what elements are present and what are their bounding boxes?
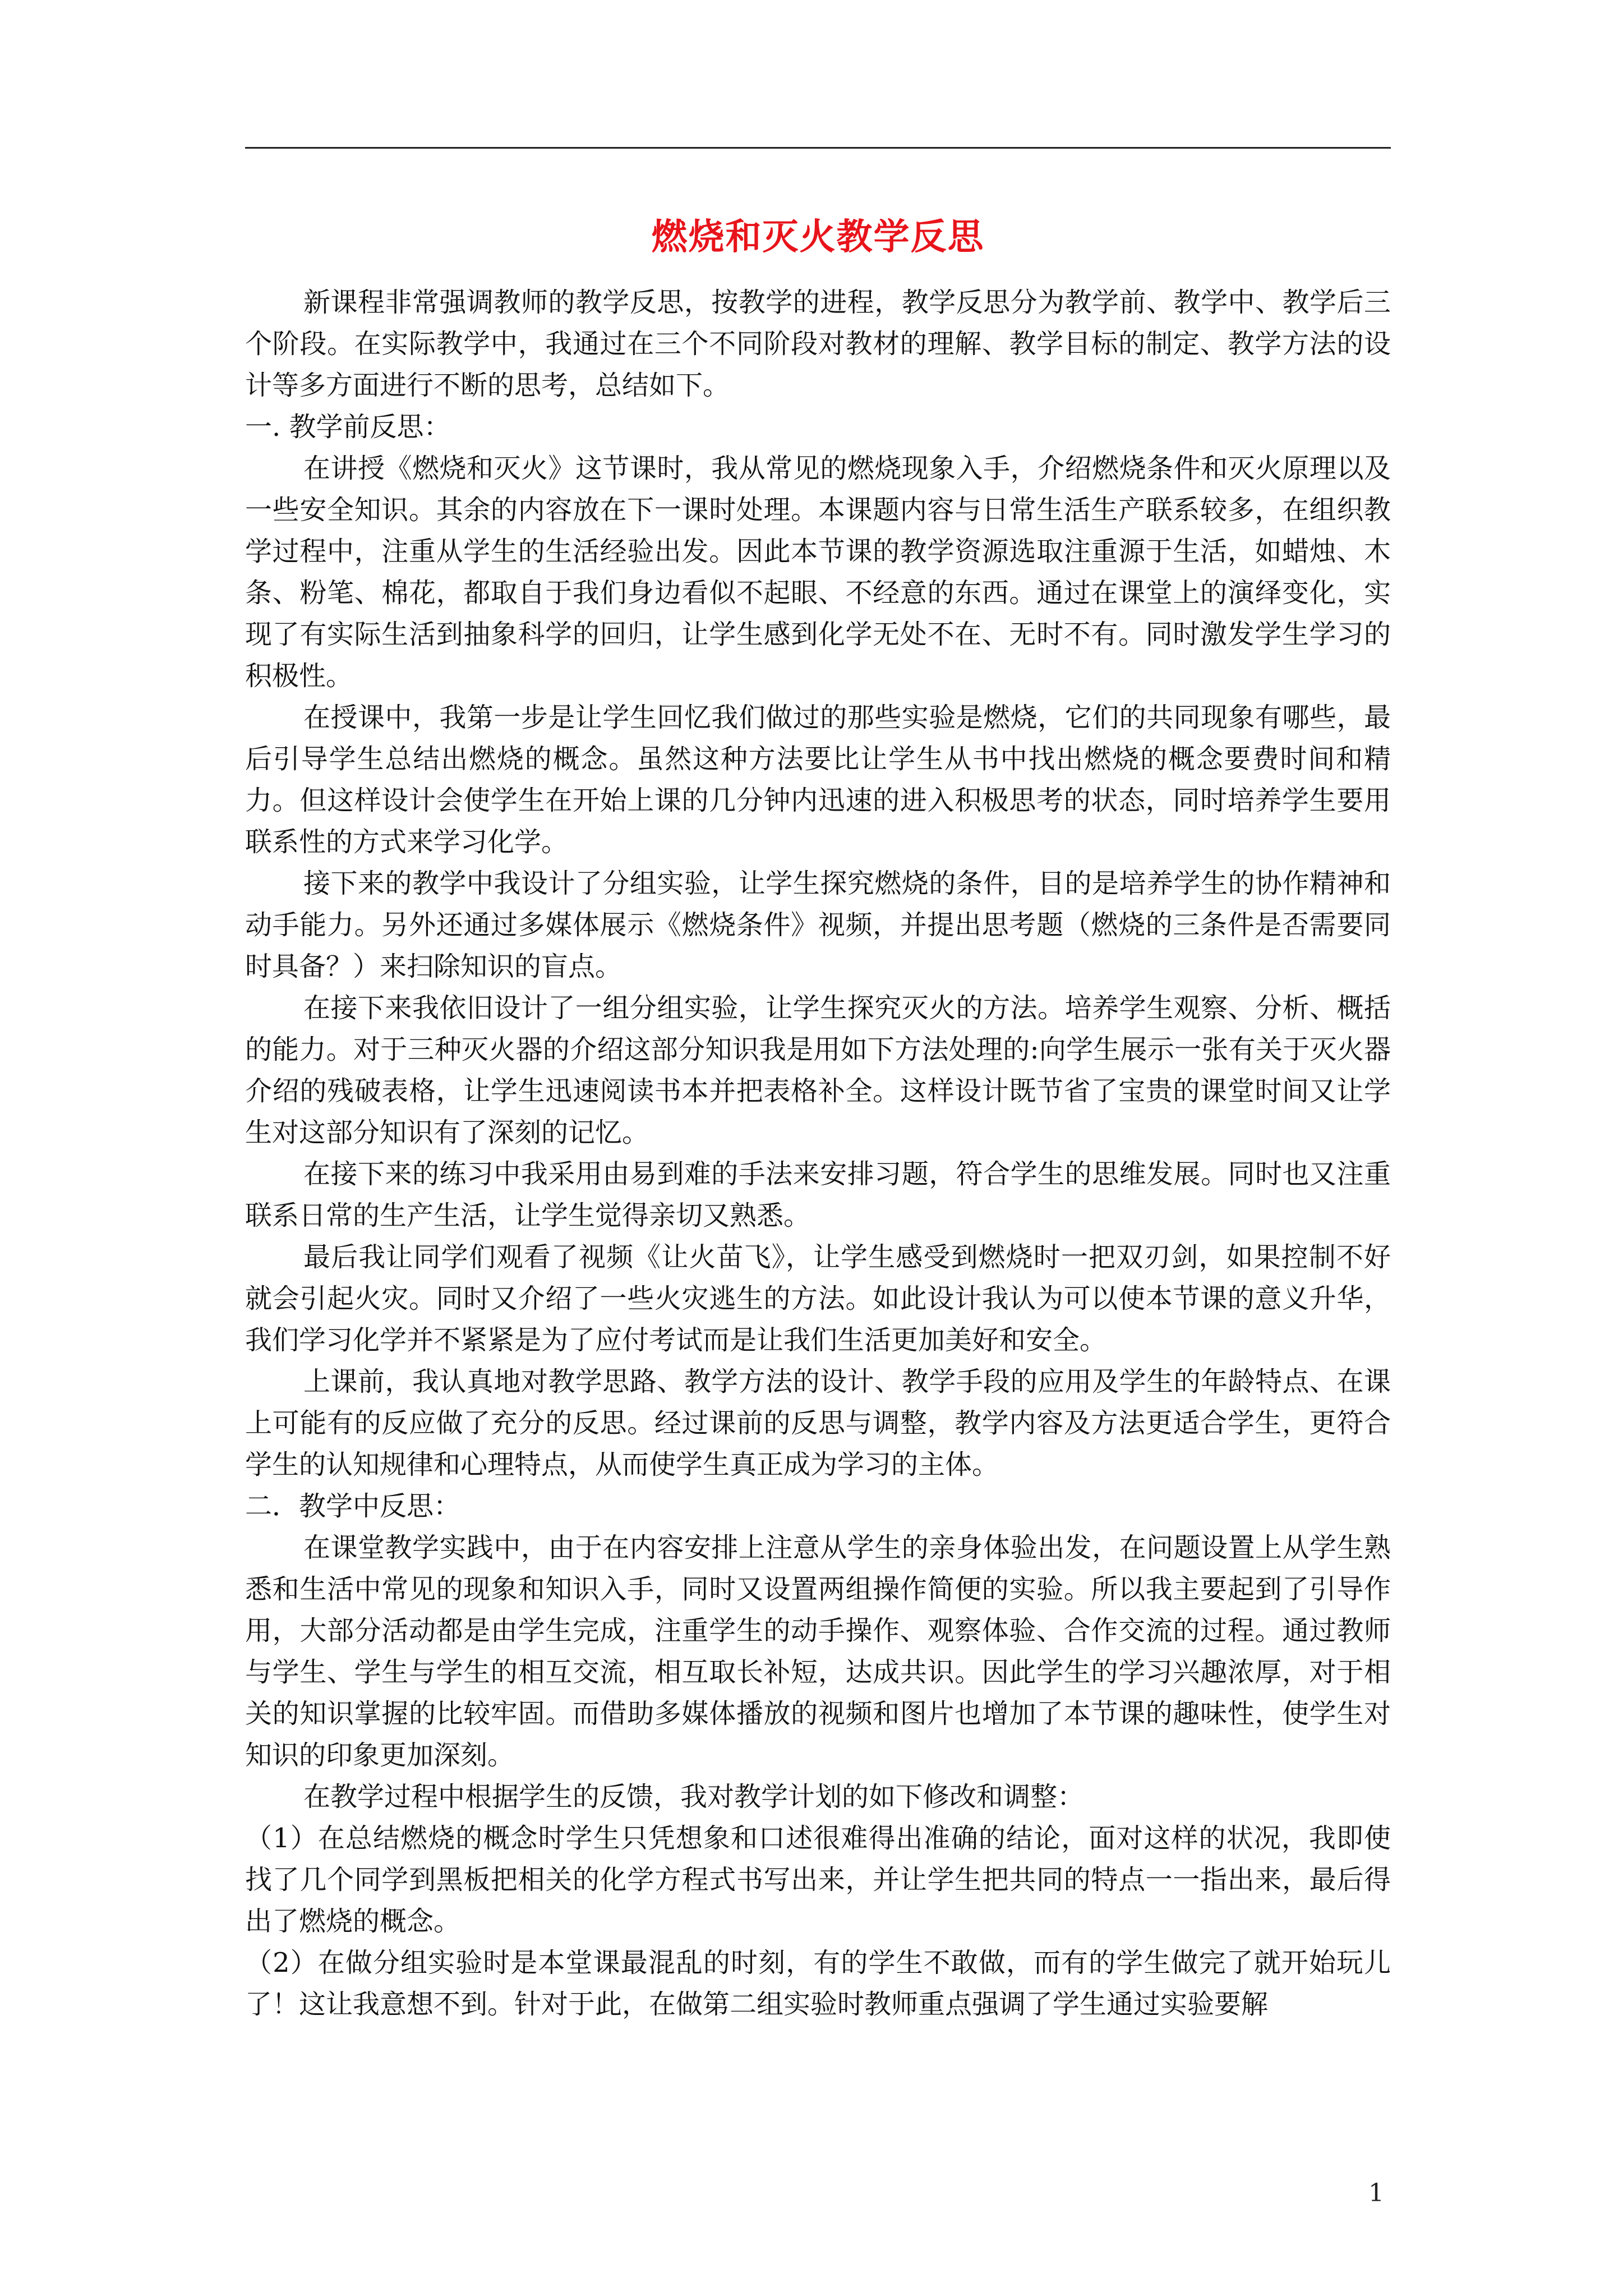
- body-paragraph: 在课堂教学实践中，由于在内容安排上注意从学生的亲身体验出发，在问题设置上从学生熟悉和生活中常见的现象和知识入手，同时又设置两组操作简便的实验。所以我主要起到了引导作用，大部分活动都是由学生完成，注重学生的动手操作、观察体验、合作交流的过程。通过教师与学生、学生与学生的相互交流，相互取长补短，达成共识。因此学生的学习兴趣浓厚，对于相关的知识掌握的比较牢固。而借助多媒体播放的视频和图片也增加了本节课的趣味性，使学生对知识的印象更加深刻。: [245, 1532, 1391, 1771]
- body-paragraph: 在授课中，我第一步是让学生回忆我们做过的那些实验是燃烧，它们的共同现象有哪些，最后引导学生总结出燃烧的概念。虽然这种方法要比让学生从书中找出燃烧的概念要费时间和精力。但这样设计会使学生在开始上课的几分钟内迅速的进入积极思考的状态，同时培养学生要用联系性的方式来学习化学。: [245, 702, 1391, 858]
- page-number: 1: [1368, 2179, 1384, 2207]
- numbered-item-2: （2）在做分组实验时是本堂课最混乱的时刻，有的学生不敢做，而有的学生做完了就开始玩儿了！这让我意想不到。针对于此，在做第二组实验时教师重点强调了学生通过实验要解: [245, 1947, 1391, 2020]
- intro-paragraph: 新课程非常强调教师的教学反思，按教学的进程，教学反思分为教学前、教学中、教学后三个阶段。在实际教学中，我通过在三个不同阶段对教材的理解、教学目标的制定、教学方法的设计等多方面进行不断的思考，总结如下。: [245, 287, 1391, 401]
- body-paragraph: 在教学过程中根据学生的反馈，我对教学计划的如下修改和调整：: [303, 1781, 1085, 1812]
- section-heading-in-teaching: 二．教学中反思：: [245, 1490, 461, 1522]
- document-body: [245, 282, 1391, 2025]
- body-paragraph: 接下来的教学中我设计了分组实验，让学生探究燃烧的条件，目的是培养学生的协作精神和动手能力。另外还通过多媒体展示《燃烧条件》视频，并提出思考题（燃烧的三条件是否需要同时具备？）来扫除知识的盲点。: [245, 868, 1391, 982]
- header-rule: [245, 147, 1391, 149]
- numbered-item-1: （1）在总结燃烧的概念时学生只凭想象和口述很难得出准确的结论，面对这样的状况，我即使找了几个同学到黑板把相关的化学方程式书写出来，并让学生把共同的特点一一指出来，最后得出了燃烧的概念。: [245, 1823, 1391, 1937]
- document-title: 燃烧和灭火教学反思: [651, 216, 985, 258]
- body-paragraph: 在接下来的练习中我采用由易到难的手法来安排习题，符合学生的思维发展。同时也又注重联系日常的生产生活，让学生觉得亲切又熟悉。: [245, 1158, 1391, 1231]
- body-paragraph: 上课前，我认真地对教学思路、教学方法的设计、教学手段的应用及学生的年龄特点、在课上可能有的反应做了充分的反思。经过课前的反思与调整，教学内容及方法更适合学生，更符合学生的认知规律和心理特点，从而使学生真正成为学习的主体。: [245, 1366, 1391, 1480]
- body-paragraph: 在讲授《燃烧和灭火》这节课时，我从常见的燃烧现象入手，介绍燃烧条件和灭火原理以及一些安全知识。其余的内容放在下一课时处理。本课题内容与日常生活生产联系较多，在组织教学过程中，注重从学生的生活经验出发。因此本节课的教学资源选取注重源于生活，如蜡烛、木条、粉笔、棉花，都取自于我们身边看似不起眼、不经意的东西。通过在课堂上的演绎变化，实现了有实际生活到抽象科学的回归，让学生感到化学无处不在、无时不有。同时激发学生学习的积极性。: [245, 453, 1391, 692]
- body-paragraph: 在接下来我依旧设计了一组分组实验，让学生探究灭火的方法。培养学生观察、分析、概括的能力。对于三种灭火器的介绍这部分知识我是用如下方法处理的:向学生展示一张有关于灭火器介绍的残破表格，让学生迅速阅读书本并把表格补全。这样设计既节省了宝贵的课堂时间又让学生对这部分知识有了深刻的记忆。: [245, 992, 1391, 1148]
- body-paragraph: 最后我让同学们观看了视频《让火苗飞》，让学生感受到燃烧时一把双刃剑，如果控制不好就会引起火灾。同时又介绍了一些火灾逃生的方法。如此设计我认为可以使本节课的意义升华，我们学习化学并不紧紧是为了应付考试而是让我们生活更加美好和安全。: [245, 1241, 1391, 1356]
- section-heading-pre-teaching: 一. 教学前反思：: [245, 411, 451, 443]
